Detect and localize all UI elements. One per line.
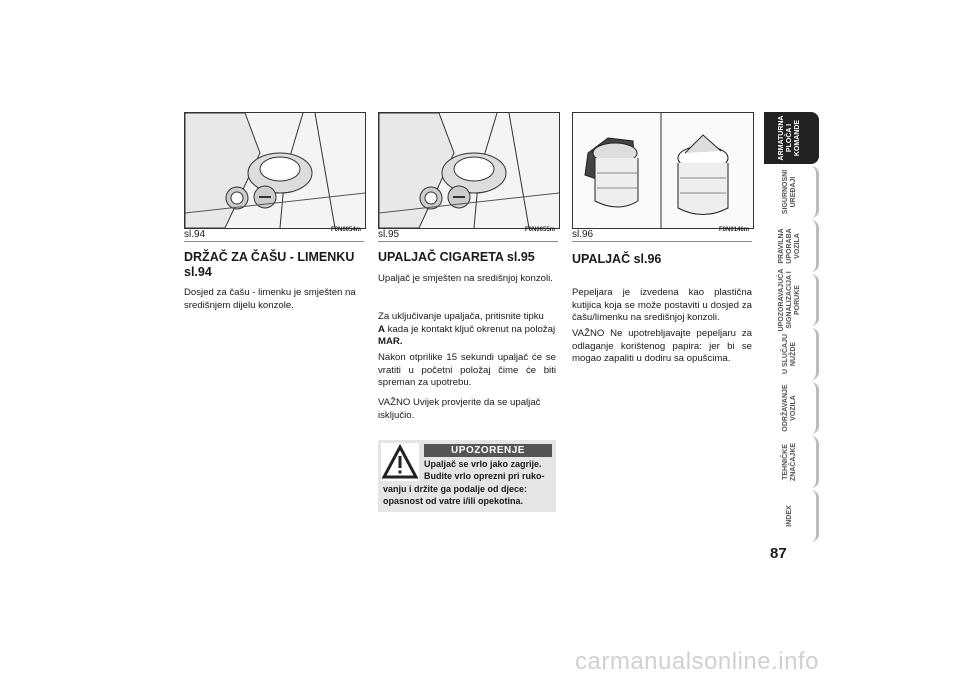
body-text: VAŽNO Ne upotrebljavajte pepeljaru za odlaganje korištenog papira: jer bi se mogao zapaliti u dodiru sa opušcima. — [572, 328, 752, 364]
warning-heading: UPOZORENJE — [424, 444, 552, 457]
body-text: VAŽNO Uvijek provjerite da se upaljač isključio. — [378, 397, 541, 421]
tab-index[interactable]: INDEX — [764, 490, 819, 542]
section-title: UPALJAČ CIGARETA sl.95 — [378, 250, 535, 264]
tab-sigurnosni-uredaji[interactable]: SIGURNOSNI UREĐAJI — [764, 166, 819, 218]
page-number: 87 — [770, 545, 787, 562]
tab-tehnicke-znacajke[interactable]: TEHNIČKE ZNAČAJKE — [764, 436, 819, 488]
body-text: Upaljač je smješten na središnjoj konzoli. — [378, 273, 553, 284]
body-text: Za uključivanje upaljača, pritisnite tipku A kada je kontakt ključ okrenut na položaj MAR. — [378, 311, 556, 347]
section-title: DRŽAČ ZA ČAŠU - LIMENKU sl.94 — [184, 250, 355, 279]
tab-armaturna-ploca[interactable]: ARMATURNA PLOČA I KOMANDE — [764, 112, 819, 164]
body-text: Pepeljara je izvedena kao plastična kutijica koja se može postaviti u dosjed za čašu/limenku na središnjoj konzoli. — [572, 287, 752, 323]
tab-odrzavanje-vozila[interactable]: ODRŽAVANJE VOZILA — [764, 382, 819, 434]
figure-ashtray — [572, 112, 754, 229]
warning-triangle-icon — [381, 443, 419, 481]
figure-cigarette-lighter — [378, 112, 560, 229]
body-text: Dosjed za čašu - limenku je smješten na središnjem dijelu konzole. — [184, 287, 356, 311]
figure-caption: sl.96 — [572, 229, 594, 240]
divider — [572, 241, 752, 242]
figure-code: F0N0055m — [525, 227, 556, 233]
divider — [184, 241, 364, 242]
tab-upozoravajuca-signalizacija[interactable]: UPOZORAVAJUĆA SIGNALIZACIJA I PORUKE — [764, 274, 819, 326]
tab-u-slucaju-nuzde[interactable]: U SLUČAJU NUŽDE — [764, 328, 819, 380]
body-text: Nakon otprilike 15 sekundi upaljač će se vratiti u početni položaj čime će biti spreman za upotrebu. — [378, 352, 556, 388]
warning-text: Upaljač se vrlo jako zagrije. Budite vrlo oprezni pri ruko- — [424, 459, 545, 481]
divider — [378, 241, 558, 242]
figure-cup-holder — [184, 112, 366, 229]
tab-pravilna-uporaba[interactable]: PRAVILNA UPORABA VOZILA — [764, 220, 819, 272]
figure-code: F0N0146m — [719, 227, 750, 233]
figure-caption: sl.95 — [378, 229, 400, 240]
warning-text: vanju i držite ga podalje od djece: opasnost od vatre i/ili opekotina. — [383, 484, 528, 506]
section-title: UPALJAČ sl.96 — [572, 252, 662, 266]
figure-code: F0N0054m — [331, 227, 362, 233]
watermark: carmanualsonline.info — [575, 648, 819, 675]
figure-caption: sl.94 — [184, 229, 206, 240]
